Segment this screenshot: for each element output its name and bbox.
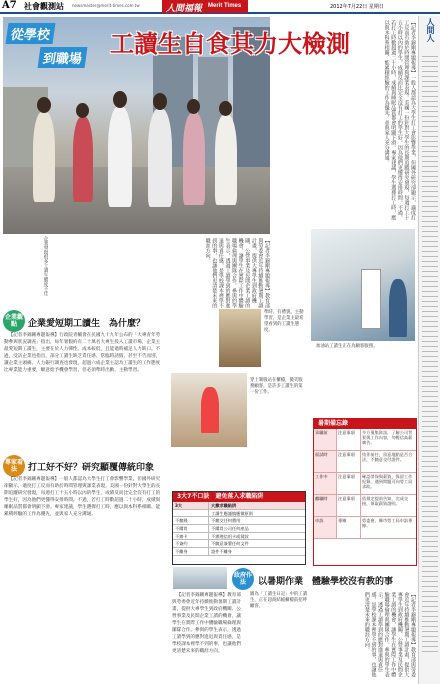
- hero-tag-school: 從學校: [6, 23, 56, 44]
- memo-row: 面試時 注意事項 結伴前往，留意地點是否合法，不隨意交付證件。: [314, 451, 416, 473]
- photo-counter-caption: 穿上制服站在櫃檯，微笑服務顧客，是許多工讀生的第一份工作。: [250, 378, 303, 395]
- table-row: 不離身 證件不離身: [173, 548, 305, 556]
- summer-memo-title: 暑期備忘錄: [314, 419, 416, 429]
- section-name: 社會觀測站: [24, 2, 64, 11]
- photo-gas-station-caption: 加油站工讀生正在為顧客服務。: [316, 344, 378, 349]
- photo-gas-station: [310, 228, 416, 342]
- photo-counter: [170, 372, 248, 448]
- photo-store-caption: 圖為「工讀生日記」中的工讀生，正在超商結帳櫃檯前招呼顧客。: [250, 592, 308, 609]
- job-trap-table-title: 3大7不口訣 避免落入求職陷阱: [173, 492, 305, 502]
- section-title-expert: 打工好不好？研究顯覆傳統印象: [28, 463, 155, 473]
- email-address[interactable]: newsmaster@merit-times.com.tw: [72, 3, 140, 8]
- photo-worker: [218, 308, 262, 368]
- section-badge-government: 政府作法: [232, 568, 254, 590]
- section-title-government: 以暑期作業 體驗學校沒有教的事: [258, 577, 394, 587]
- side-column-text: [422, 56, 438, 656]
- memo-row: 工作中 注意事項 確認勞保與薪資，保留工作紀錄，遇到問題可向勞工局求助。: [314, 473, 416, 495]
- side-column: [418, 16, 440, 684]
- job-trap-table: [172, 491, 306, 565]
- photo-store: [172, 566, 228, 590]
- hero-caption: 企業發現很多工讀生態度不佳: [43, 236, 48, 296]
- story-column-right: 【記者李錦剛專題報導】一般人都認為大學生打工會影響學業，但國外研究卻顯示，適度打工反而有助於時間管理與課業表現。美國一份針對大學生的長期追蹤研究發現，每週打工十五小時以內的學生，成績反而比完全沒有打工的學生好，因為他們更懂得安排時間。不過，若打工時數超過二十小時，成績與睡眠品質都會明顯下滑。專家建議，學生選擇打工時，應以與本科系相關、能累積經驗的工作為優先，並與家人充分溝通。: [383, 20, 416, 220]
- page-headline: 工讀生自食其力大檢測: [110, 29, 350, 58]
- section-title-enterprise: 企業愛短期工讀生 為什麼？: [28, 319, 146, 329]
- table-row: 不簽約 不隨意簽署任何文件: [173, 540, 305, 548]
- issue-date: 2012年7月22日 星期日: [330, 4, 384, 10]
- memo-row: 申訴 專線 勞委會、縣市勞工局申訴專線。: [314, 517, 416, 539]
- section-body-expert: 【記者李錦剛專題報導】一般人都認為大學生打工會影響學業，但國外研究卻顯示，適度打工反而有助於時間管理與課業表現。美國一份針對大學生的長期追蹤研究發現，每週打工十五小時以內的學生，成績反而比完全沒有打工的學生好，因為他們更懂得安排時間。不過，若打工時數超過二十小時，成績與睡眠品質都會明顯下滑。專家建議，學生選擇打工時，應以與本科系相關、能累積經驗的工作為優先，並與家人充分溝通。: [4, 477, 161, 517]
- table-row: 不繳錢 不繳交任何費用: [173, 517, 305, 525]
- newspaper-logo: [162, 0, 248, 13]
- section-badge-expert: 專家看法: [3, 455, 25, 477]
- section-body-enterprise: 【記者李錦剛專題報導】行政院青輔會在民國九十九年公布的「大專青年勞動參與狀況調查」指出，每年暑假約有二十萬名大專生投入工讀市場，企業主最愛短期工讀生，主要在於人力彈性、成本較低，且能適時補足人力缺口。不過，受訪企業也指出，部分工讀生缺乏責任感、常臨時請假，甚至不告而別，讓企業主頭痛。人力銀行調查也發現，超過六成企業主認為工讀生的工作態度比專業能力重要，願意給予機會學習，但必須準時出勤、主動學習。: [4, 333, 161, 373]
- table-row: 不購買 不購買公司任何產品: [173, 525, 305, 533]
- hero-tag-workplace: 到職場: [38, 47, 88, 68]
- masthead: [0, 0, 440, 14]
- section-badge-enterprise: 企業觀點: [3, 310, 25, 332]
- side-column-title: 人間人: [426, 18, 436, 42]
- photo-worker-caption: 準時、有禮貌、主動學習，是企業主最希望看到的工讀生態度。: [264, 310, 304, 333]
- summer-memo-box: [313, 418, 417, 566]
- logo-english: Merit Times: [208, 3, 242, 9]
- memo-row: 求職前 注意事項 多方蒐集資訊，了解公司背景與工作內容，勿輕信高薪廣告。: [314, 429, 416, 451]
- logo-chinese: 人間福報: [166, 4, 203, 14]
- table-row: 3大 大撒求職陷阱: [173, 502, 305, 510]
- table-row: 工讀生應謹慎應徵原則: [173, 510, 305, 518]
- memo-row: 離職時 注意事項 依規定提前告知，完成交接，領取薪資證明。: [314, 495, 416, 517]
- table-row: 不辦卡 不辦理信用卡或貸款: [173, 533, 305, 541]
- story-column-middle: 【記者李錦剛專題報導】教育部與勞委會近年持續推動暑期工讀計畫，提供大專學生到政府機關、公營事業及民間企業工讀的機會，讓學生在實際工作中體驗職場倫理與團隊合作。參與的學生表示，透過工讀學到的應對進退與責任感，是學校課本裡學不到的事，也讓他們更清楚未來的職涯方向。: [204, 238, 270, 308]
- story-column-bottom: 【記者李錦剛專題報導】教育部與勞委會近年持續推動暑期工讀計畫，提供大專學生到政府機關、公營事業及民間企業工讀的機會，讓學生在實際工作中體驗職場倫理與團隊合作。參與的學生表示，透過工讀學到的應對進退與責任感，是學校課本裡學不到的事，也讓他們更清楚未來的職涯方向。: [363, 592, 416, 677]
- page-number: A7: [2, 0, 17, 11]
- section-body-government: 【記者李錦剛專題報導】教育部與勞委會近年持續推動暑期工讀計畫，提供大專學生到政府機關、公營事業及民間企業工讀的機會，讓學生在實際工作中體驗職場倫理與團隊合作。參與的學生表示，透過工讀學到的應對進退與責任感，是學校課本裡學不到的事，也讓他們更清楚未來的職涯方向。: [172, 593, 241, 654]
